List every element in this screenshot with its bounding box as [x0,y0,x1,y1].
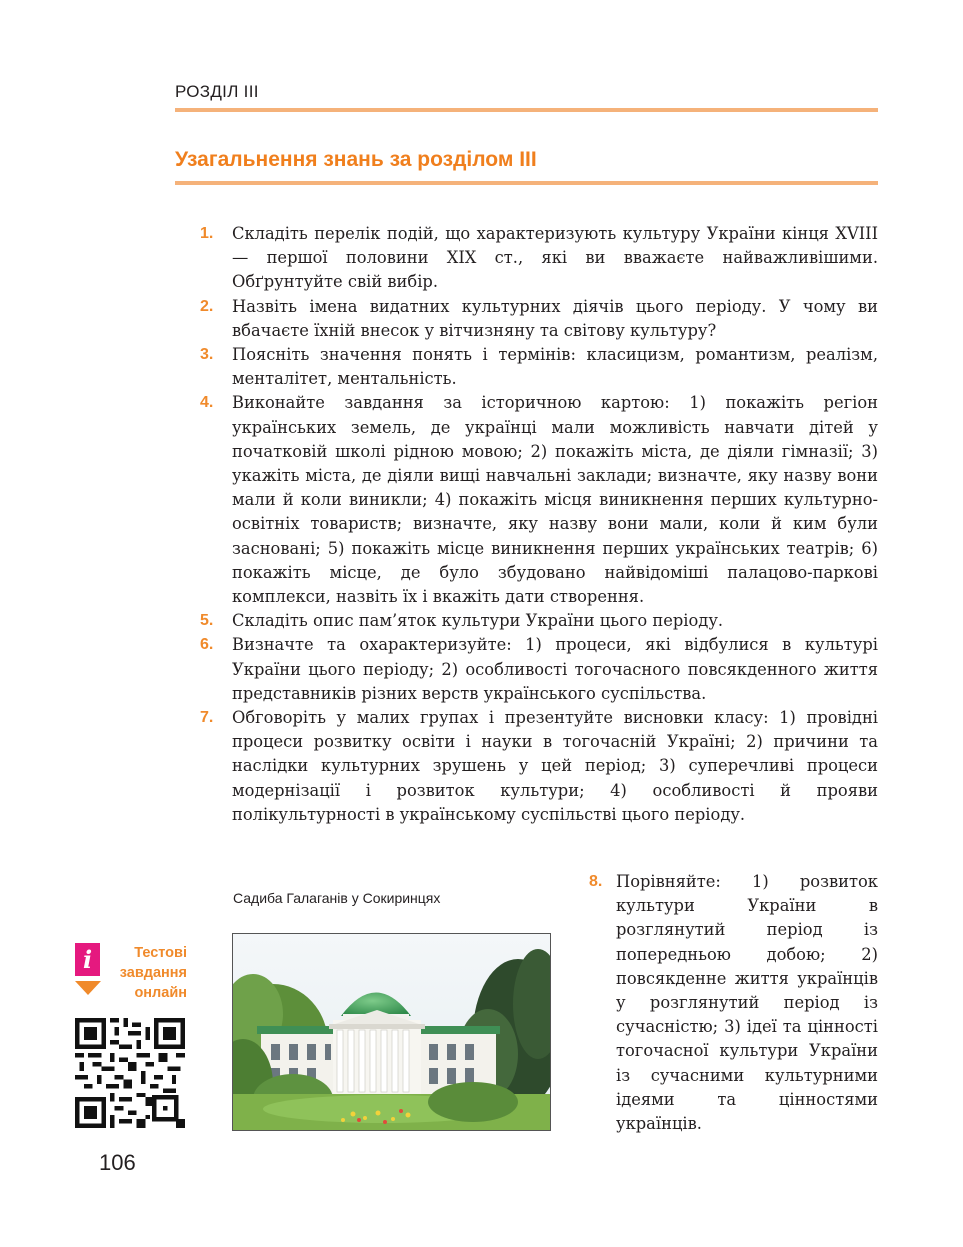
task-text: Порівняйте: 1) розвиток культури України в розглянутий період із попередньою добою; 2) повсякденне життя українців у розглянутий період із сучасністю; 3) ідеї та цінності тогочасної культури України із сучасними культурними ідеями та цінностями українців. [616,872,878,1134]
title-rule [175,181,878,185]
task-item-8 [584,870,878,1136]
task-item-2 [200,295,878,343]
task-text: Обговоріть у малих групах і презентуйте висновки класу: 1) провідні процеси розвитку освіти і науки в тогочасній Україні; 2) причини та наслідки культурних зрушень у цей період; 3) суперечливі процеси модернізації і розвиток культури; 4) особливості й прояви полікультурності в українському суспільстві цього періоду. [232,708,878,824]
online-label-line: онлайн [134,985,187,1001]
task-list [200,222,878,827]
task-item-3 [200,343,878,391]
task-number: 6. [200,636,214,654]
page-number: 106 [99,1150,136,1175]
task-text: Складіть опис пам’яток культури України цього періоду. [232,611,724,631]
task-number: 7. [200,709,214,727]
online-tests-link[interactable] [75,943,187,1003]
task-text: Виконайте завдання за історичною картою: 1) покажіть регіон українських земель, де українці мали можливість навчати дітей у початковій школі рідною мовою; 2) покажіть міста, де діяли гімназії; 3) укажіть міста, де діяли вищі навчальні заклади; визначте, яку назву вони мали й коли виникли; 4) покажіть місця виникнення перших культурно-освітніх товариств; визначте, яку назву вони мали, коли й ким були засновані; 5) покажіть місце виникнення перших українських театрів; 6) покажіть місце, де було збудовано найвідоміші палацово-паркові комплекси, назвіть їх і вкажіть дати створення. [232,393,878,607]
task-number: 4. [200,394,214,412]
task-number: 2. [200,297,214,315]
page-title: Узагальнення знань за розділом ІІІ [175,148,537,171]
online-label-line: завдання [119,965,187,981]
arrow-down-icon [75,981,101,995]
online-label-line: Тестові [134,945,187,961]
task-item-6 [200,633,878,706]
task-number: 5. [200,612,214,630]
qr-code-icon[interactable] [75,1018,185,1128]
manor-photo [232,933,551,1131]
info-icon: i [75,943,100,976]
task-number: 3. [200,346,214,364]
task-text: Поясніть значення понять і термінів: класицизм, романтизм, реалізм, менталітет, ментальність. [232,345,878,389]
task-item-1 [200,222,878,295]
online-tests-label [120,943,187,1003]
task-text: Визначте та охарактеризуйте: 1) процеси, які відбулися в культурі України цього періоду; 2) особливості тогочасного повсякденного життя представників різних верств українського суспільства. [232,635,878,703]
header-rule [175,108,878,112]
figure-caption: Садиба Галаганів у Сокиринцях [233,890,441,906]
task-text: Складіть перелік подій, що характеризують культуру України кінця XVIII — першої половини XIX ст., які ви вважаєте найважливішими. Обґрунтуйте свій вибір. [232,224,878,292]
section-label: РОЗДІЛ ІІІ [175,82,259,101]
task-item-5 [200,609,878,633]
task-item-7 [200,706,878,827]
task-number: 8. [589,873,603,890]
task-text: Назвіть імена видатних культурних діячів цього періоду. У чому ви вбачаєте їхній внесок у вітчизняну та світову культуру? [232,296,878,340]
task-number: 1. [200,225,214,242]
task-item-4 [200,391,878,609]
